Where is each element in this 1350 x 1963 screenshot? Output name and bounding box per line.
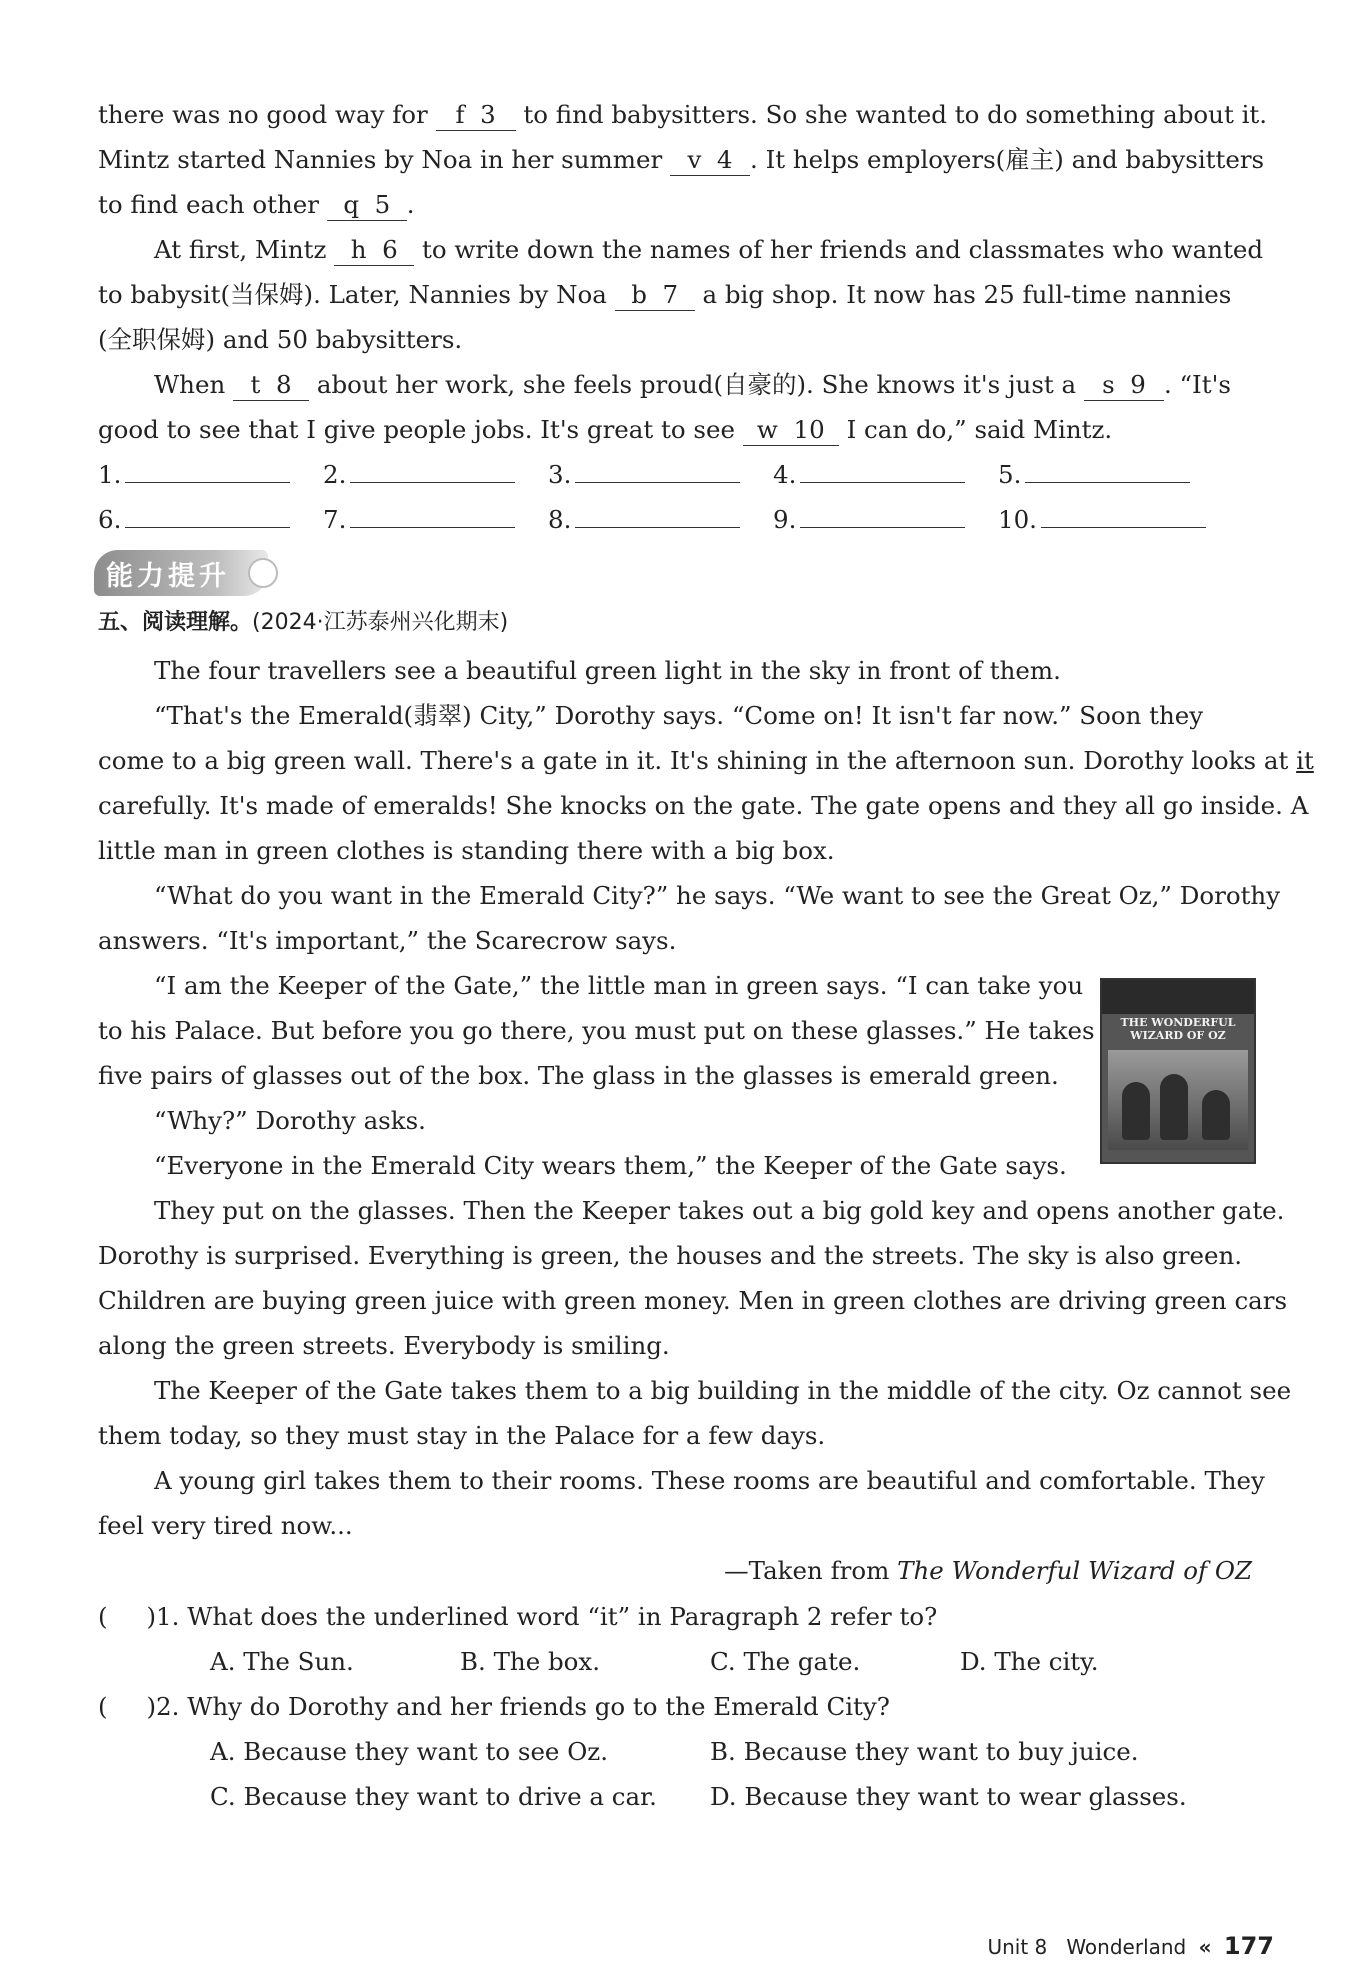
reading-line: Dorothy is surprised. Everything is green, the houses and the streets. The sky is also green.: [98, 1241, 1243, 1270]
reading-line: to his Palace. But before you go there, you must put on these glasses.” He takes: [98, 1016, 1095, 1045]
passage-line: [98, 92, 1268, 137]
reading-line: Children are buying green juice with green money. Men in green clothes are driving green cars: [98, 1286, 1288, 1315]
reading-line: “That's the Emerald(翡翠) City,” Dorothy says. “Come on! It isn't far now.” Soon they: [154, 701, 1204, 730]
option-a[interactable]: A. The Sun.: [210, 1647, 354, 1676]
page-footer: [987, 1932, 1274, 1960]
source-citation: —Taken from The Wonderful Wizard of OZ: [724, 1556, 1252, 1585]
text: there was no good way for: [98, 100, 428, 129]
cloze-blank-4[interactable]: v 4: [670, 145, 750, 176]
question-2-options: [98, 1729, 1252, 1819]
page-number: 177: [1223, 1932, 1274, 1960]
answer-slot[interactable]: 1.: [98, 452, 323, 497]
footer-title: Wonderland: [1066, 1935, 1187, 1959]
answer-slot[interactable]: 3.: [548, 452, 773, 497]
section-title: 五、阅读理解。(2024·江苏泰州兴化期末): [98, 610, 509, 635]
reading-line: little man in green clothes is standing there with a big box.: [98, 836, 835, 865]
question-2[interactable]: ( )2. Why do Dorothy and her friends go to the Emerald City?: [98, 1692, 890, 1721]
passage-line: to babysit(当保姆). Later, Nannies by Noa b 7 a big shop. It now has 25 full-time nannies: [98, 280, 1232, 309]
reading-line: along the green streets. Everybody is smiling.: [98, 1331, 670, 1360]
answer-slot[interactable]: 2.: [323, 452, 548, 497]
banner-label: 能力提升: [106, 560, 230, 592]
option-b[interactable]: B. Because they want to buy juice.: [710, 1737, 1139, 1766]
cloze-blank-7[interactable]: b 7: [615, 280, 695, 311]
passage-line: to find each other q 5 .: [98, 190, 415, 219]
passage-line: Mintz started Nannies by Noa in her summer v 4 . It helps employers(雇主) and babysitters: [98, 145, 1265, 174]
reading-line: A young girl takes them to their rooms. These rooms are beautiful and comfortable. They: [154, 1466, 1265, 1495]
reading-line: come to a big green wall. There's a gate in it. It's shining in the afternoon sun. Dorothy looks at it: [98, 746, 1314, 775]
footer-unit: Unit 8: [987, 1935, 1048, 1959]
reading-line: feel very tired now...: [98, 1511, 353, 1540]
reading-line: “What do you want in the Emerald City?” he says. “We want to see the Great Oz,” Dorothy: [154, 881, 1281, 910]
option-c[interactable]: C. The gate.: [710, 1647, 861, 1676]
answer-slot[interactable]: 8.: [548, 497, 773, 542]
reading-line: five pairs of glasses out of the box. The glass in the glasses is emerald green.: [98, 1061, 1059, 1090]
reading-line: The Keeper of the Gate takes them to a big building in the middle of the city. Oz cannot see: [154, 1376, 1292, 1405]
chevron-left-icon: «: [1198, 1935, 1212, 1959]
cloze-blank-3[interactable]: f 3: [436, 100, 516, 131]
option-a[interactable]: A. Because they want to see Oz.: [210, 1737, 609, 1766]
answer-slot[interactable]: 6.: [98, 497, 323, 542]
answer-grid: [98, 452, 1252, 542]
question-1-options: [98, 1639, 1252, 1684]
cloze-blank-8[interactable]: t 8: [233, 370, 309, 401]
option-d[interactable]: D. The city.: [960, 1647, 1099, 1676]
cloze-blank-9[interactable]: s 9: [1084, 370, 1164, 401]
reading-line: them today, so they must stay in the Palace for a few days.: [98, 1421, 826, 1450]
page-content: [98, 92, 1314, 1819]
book-cover-image: [1100, 978, 1256, 1164]
reading-line: carefully. It's made of emeralds! She knocks on the gate. The gate opens and they all go inside. A: [98, 791, 1309, 820]
answer-slot[interactable]: 7.: [323, 497, 548, 542]
section-banner: [94, 550, 268, 596]
answer-slot[interactable]: 9.: [773, 497, 998, 542]
cloze-blank-5[interactable]: q 5: [327, 190, 407, 221]
option-d[interactable]: D. Because they want to wear glasses.: [710, 1782, 1187, 1811]
underlined-word-it: it: [1296, 746, 1314, 775]
reading-line: “Why?” Dorothy asks.: [154, 1106, 426, 1135]
text: to find babysitters. So she wanted to do something about it.: [523, 100, 1268, 129]
reading-line: “Everyone in the Emerald City wears them,” the Keeper of the Gate says.: [154, 1151, 1067, 1180]
cloze-blank-6[interactable]: h 6: [334, 235, 414, 266]
passage-line: good to see that I give people jobs. It's great to see w 10 I can do,” said Mintz.: [98, 415, 1113, 444]
answer-slot[interactable]: 10.: [998, 497, 1223, 542]
question-1[interactable]: ( )1. What does the underlined word “it” in Paragraph 2 refer to?: [98, 1602, 938, 1631]
answer-slot[interactable]: 5.: [998, 452, 1223, 497]
option-c[interactable]: C. Because they want to drive a car.: [210, 1782, 657, 1811]
reading-line: “I am the Keeper of the Gate,” the little man in green says. “I can take you: [154, 971, 1084, 1000]
book-cover-title: THE WONDERFUL WIZARD OF OZ: [1120, 1016, 1236, 1042]
passage-line: When t 8 about her work, she feels proud(自豪的). She knows it's just a s 9 . “It's: [154, 370, 1231, 399]
passage-line: (全职保姆) and 50 babysitters.: [98, 325, 463, 354]
answer-slot[interactable]: 4.: [773, 452, 998, 497]
reading-line: answers. “It's important,” the Scarecrow says.: [98, 926, 677, 955]
option-b[interactable]: B. The box.: [460, 1647, 601, 1676]
lightbulb-icon: [248, 558, 278, 588]
cloze-blank-10[interactable]: w 10: [743, 415, 839, 446]
passage-line: At first, Mintz h 6 to write down the names of her friends and classmates who wanted: [154, 235, 1264, 264]
reading-line: The four travellers see a beautiful green light in the sky in front of them.: [154, 656, 1061, 685]
reading-line: They put on the glasses. Then the Keeper takes out a big gold key and opens another gate.: [154, 1196, 1285, 1225]
